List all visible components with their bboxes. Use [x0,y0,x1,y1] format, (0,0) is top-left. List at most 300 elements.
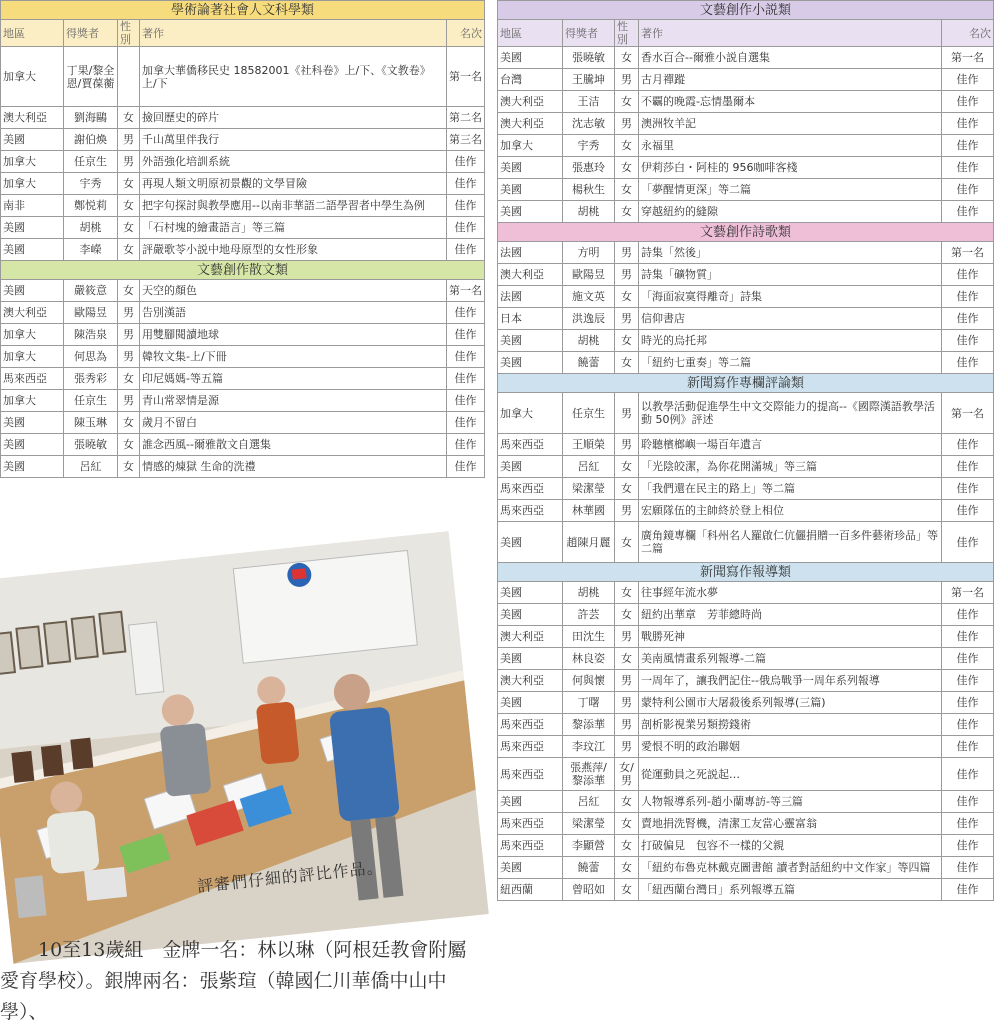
winner-cell: 趙陳月麗 [563,522,615,563]
gender-cell: 女 [615,813,639,835]
winner-cell: 任京生 [64,390,118,412]
table-row [498,179,994,201]
gender-cell: 男 [615,500,639,522]
table-row [498,286,994,308]
rank-cell: 佳作 [447,302,485,324]
table-row [498,135,994,157]
rank-cell: 佳作 [942,835,994,857]
region-cell: 美國 [498,857,563,879]
rank-cell: 佳作 [447,239,485,261]
work-cell: 愛恨不明的政治聯姻 [639,736,942,758]
category-header-row [498,223,994,242]
work-cell: 天空的顏色 [140,280,447,302]
winner-cell: 宇秀 [64,173,118,195]
gender-cell: 男 [615,736,639,758]
work-cell: 誰念西風--爾雅散文自選集 [140,434,447,456]
winner-cell: 張曉敏 [64,434,118,456]
work-cell: 美南風情畫系列報導-二篇 [639,648,942,670]
table-row [498,758,994,791]
rank-cell: 佳作 [942,692,994,714]
table-row [498,604,994,626]
winner-cell: 許芸 [563,604,615,626]
region-cell: 澳大利亞 [498,670,563,692]
gender-cell: 男 [615,308,639,330]
right-award-table [497,0,994,901]
gender-cell: 男 [118,390,140,412]
table-row [498,69,994,91]
region-cell: 加拿大 [1,346,64,368]
table-row [1,151,485,173]
column-header: 得獎者 [64,20,118,47]
region-cell: 美國 [498,330,563,352]
work-cell: 永福里 [639,135,942,157]
region-cell: 馬來西亞 [498,500,563,522]
winner-cell: 胡桃 [64,217,118,239]
winner-cell: 梁潔瑩 [563,813,615,835]
winner-cell: 宇秀 [563,135,615,157]
region-cell: 加拿大 [1,151,64,173]
column-header-row [498,20,994,47]
region-cell: 美國 [498,604,563,626]
winner-cell: 張燕萍/黎添華 [563,758,615,791]
table-row [498,264,994,286]
region-cell: 美國 [498,352,563,374]
table-row [498,648,994,670]
category-header-row [498,1,994,20]
gender-cell: 女 [615,135,639,157]
region-cell: 台灣 [498,69,563,91]
gender-cell: 女 [118,368,140,390]
gender-cell: 女 [615,179,639,201]
work-cell: 以教學活動促進學生中文交際能力的提高--《國際漢語教學活動 50例》評述 [639,393,942,434]
rank-cell: 佳作 [447,195,485,217]
rank-cell: 佳作 [942,736,994,758]
column-header: 著作 [140,20,447,47]
table-row [1,434,485,456]
table-row [498,308,994,330]
rank-cell: 佳作 [447,217,485,239]
table-row [498,113,994,135]
column-header: 地區 [1,20,64,47]
article-paragraph: 10至13歲組 金牌一名：林以琳（阿根廷教會附屬愛育學校）。銀牌兩名：張紫瑄（韓國仁川華僑中山中學）、 [0,939,467,1023]
gender-cell: 女 [615,835,639,857]
table-row [498,791,994,813]
winner-cell: 謝伯煥 [64,129,118,151]
rank-cell: 佳作 [942,201,994,223]
work-cell: 把字句探討與教學應用--以南非華語二語學習者中學生為例 [140,195,447,217]
rank-cell: 佳作 [942,179,994,201]
gender-cell: 男 [615,264,639,286]
gender-cell: 男 [118,346,140,368]
work-cell: 「紐約七重奏」等二篇 [639,352,942,374]
gender-cell [118,47,140,107]
work-cell: 時光的烏托邦 [639,330,942,352]
rank-cell: 第一名 [942,582,994,604]
rank-cell: 佳作 [942,157,994,179]
gender-cell: 女 [615,522,639,563]
work-cell: 歲月不留白 [140,412,447,434]
region-cell: 加拿大 [1,390,64,412]
winner-cell: 劉海鷗 [64,107,118,129]
region-cell: 美國 [1,280,64,302]
category-title: 新聞寫作報導類 [498,563,994,582]
table-row [498,456,994,478]
region-cell: 美國 [498,157,563,179]
table-row [1,239,485,261]
table-row [498,47,994,69]
rank-cell: 第一名 [447,280,485,302]
table-row [498,879,994,901]
table-row [498,670,994,692]
winner-cell: 王騰坤 [563,69,615,91]
table-row [1,129,485,151]
table-row [1,346,485,368]
rank-cell: 佳作 [942,500,994,522]
region-cell: 紐西蘭 [498,879,563,901]
winner-cell: 丁果/黎全恩/賈葆蘅 [64,47,118,107]
gender-cell: 女 [118,456,140,478]
winner-cell: 胡桃 [563,582,615,604]
region-cell: 馬來西亞 [498,478,563,500]
gender-cell: 女 [615,582,639,604]
rank-cell: 第一名 [942,242,994,264]
table-row [1,302,485,324]
region-cell: 美國 [498,201,563,223]
region-cell: 美國 [498,522,563,563]
work-cell: 打破偏見 包容不一樣的父親 [639,835,942,857]
winner-cell: 饒蕾 [563,352,615,374]
gender-cell: 女 [118,280,140,302]
table-row [498,434,994,456]
region-cell: 澳大利亞 [498,626,563,648]
work-cell: 用雙腳閱讀地球 [140,324,447,346]
region-cell: 馬來西亞 [498,736,563,758]
table-row [498,242,994,264]
work-cell: 「海面寂寞得離奇」詩集 [639,286,942,308]
work-cell: 信仰書店 [639,308,942,330]
work-cell: 評嚴歌苓小説中地母原型的女性形象 [140,239,447,261]
rank-cell: 佳作 [942,714,994,736]
gender-cell: 男 [615,692,639,714]
region-cell: 美國 [498,692,563,714]
work-cell: 撿回歷史的碎片 [140,107,447,129]
winner-cell: 王洁 [563,91,615,113]
table-row [498,626,994,648]
category-title: 文藝創作詩歌類 [498,223,994,242]
rank-cell: 佳作 [942,604,994,626]
work-cell: 「紐西蘭台灣日」系列報導五篇 [639,879,942,901]
category-header-row [1,261,485,280]
region-cell: 南非 [1,195,64,217]
gender-cell: 女 [615,604,639,626]
region-cell: 美國 [1,456,64,478]
judges-photo [0,531,489,964]
table-row [1,107,485,129]
table-row [498,91,994,113]
rank-cell: 佳作 [942,264,994,286]
rank-cell: 佳作 [942,308,994,330]
region-cell: 馬來西亞 [498,813,563,835]
table-row [498,478,994,500]
rank-cell: 佳作 [447,173,485,195]
region-cell: 美國 [498,648,563,670]
gender-cell: 男 [615,670,639,692]
work-cell: 印尼媽媽-等五篇 [140,368,447,390]
winner-cell: 丁曙 [563,692,615,714]
column-header: 著作 [639,20,942,47]
gender-cell: 女 [615,456,639,478]
table-row [498,835,994,857]
winner-cell: 田沈生 [563,626,615,648]
winner-cell: 呂紅 [563,456,615,478]
gender-cell: 男 [118,302,140,324]
rank-cell: 佳作 [942,286,994,308]
rank-cell: 佳作 [942,670,994,692]
gender-cell: 女 [615,857,639,879]
gender-cell: 女 [118,434,140,456]
winner-cell: 梁潔瑩 [563,478,615,500]
gender-cell: 男 [615,242,639,264]
category-header-row [498,563,994,582]
winner-cell: 何與懷 [563,670,615,692]
gender-cell: 男 [118,151,140,173]
work-cell: 一周年了，讓我們記住--俄烏戰爭一周年系列報導 [639,670,942,692]
region-cell: 美國 [1,239,64,261]
work-cell: 加拿大華僑移民史 18582001《社科卷》上/下、《文教卷》上/下 [140,47,447,107]
gender-cell: 男 [615,113,639,135]
category-title: 文藝創作散文類 [1,261,485,280]
gender-cell: 女 [615,201,639,223]
winner-cell: 張秀彩 [64,368,118,390]
work-cell: 不覊的晚霞-忘情墨爾本 [639,91,942,113]
winner-cell: 何思為 [64,346,118,368]
rank-cell: 佳作 [942,135,994,157]
table-row [498,330,994,352]
winner-cell: 呂紅 [64,456,118,478]
region-cell: 美國 [1,129,64,151]
table-row [498,157,994,179]
column-header: 地區 [498,20,563,47]
gender-cell: 男 [118,324,140,346]
region-cell: 澳大利亞 [498,113,563,135]
category-header-row [498,374,994,393]
winner-cell: 李顯營 [563,835,615,857]
category-title: 學術論著社會人文科學類 [1,1,485,20]
winner-cell: 任京生 [64,151,118,173]
work-cell: 廣角鏡專欄「科州名人羅啟仁伉儷捐贈一百多件藝術珍品」等二篇 [639,522,942,563]
work-cell: 外語強化培訓系統 [140,151,447,173]
table-row [1,368,485,390]
gender-cell: 女 [615,157,639,179]
region-cell: 馬來西亞 [498,835,563,857]
rank-cell: 佳作 [447,324,485,346]
gender-cell: 女 [615,47,639,69]
winner-cell: 林良姿 [563,648,615,670]
work-cell: 千山萬里伴我行 [140,129,447,151]
winner-cell: 王順榮 [563,434,615,456]
table-row [1,412,485,434]
rank-cell: 佳作 [942,91,994,113]
table-row [498,714,994,736]
region-cell: 澳大利亞 [498,91,563,113]
region-cell: 馬來西亞 [1,368,64,390]
rank-cell: 佳作 [942,330,994,352]
rank-cell: 佳作 [942,879,994,901]
region-cell: 美國 [498,456,563,478]
column-header-row [1,20,485,47]
column-header: 名次 [942,20,994,47]
winner-cell: 李玟江 [563,736,615,758]
table-row [498,500,994,522]
work-cell: 往事經年流水夢 [639,582,942,604]
gender-cell: 男 [615,714,639,736]
table-row [498,692,994,714]
table-row [498,393,994,434]
rank-cell: 第一名 [942,47,994,69]
table-row [498,736,994,758]
rank-cell: 佳作 [447,456,485,478]
rank-cell: 佳作 [942,69,994,91]
table-row [498,352,994,374]
gender-cell: 女 [615,478,639,500]
winner-cell: 林華國 [563,500,615,522]
table-row [498,813,994,835]
table-row [1,47,485,107]
work-cell: 戰勝死神 [639,626,942,648]
winner-cell: 楊秋生 [563,179,615,201]
left-award-table [0,0,485,478]
winner-cell: 嚴筱意 [64,280,118,302]
region-cell: 加拿大 [1,324,64,346]
winner-cell: 歐陽昱 [563,264,615,286]
region-cell: 美國 [1,434,64,456]
work-cell: 「夢醒情更深」等二篇 [639,179,942,201]
work-cell: 詩集「然後」 [639,242,942,264]
gender-cell: 女 [615,879,639,901]
rank-cell: 佳作 [447,368,485,390]
table-row [1,456,485,478]
winner-cell: 李嶸 [64,239,118,261]
winner-cell: 沈志敏 [563,113,615,135]
table-row [498,857,994,879]
region-cell: 馬來西亞 [498,714,563,736]
work-cell: 蒙特利公園市大屠殺後系列報導(三篇) [639,692,942,714]
category-title: 新聞寫作專欄評論類 [498,374,994,393]
winner-cell: 胡桃 [563,330,615,352]
work-cell: 「紐約布魯克林戴克圖書館 讀者對話紐約中文作家」等四篇 [639,857,942,879]
work-cell: 紐約出華章 芳菲總時尚 [639,604,942,626]
region-cell: 澳大利亞 [498,264,563,286]
column-header: 得獎者 [563,20,615,47]
winner-cell: 呂紅 [563,791,615,813]
category-header-row [1,1,485,20]
work-cell: 「石村塊的繪畫語言」等三篇 [140,217,447,239]
work-cell: 伊莉莎白・阿桂的 956咖啡客棧 [639,157,942,179]
region-cell: 美國 [498,791,563,813]
table-row [498,582,994,604]
work-cell: 香水百合--爾雅小説自選集 [639,47,942,69]
category-title: 文藝創作小説類 [498,1,994,20]
region-cell: 美國 [498,582,563,604]
rank-cell: 第一名 [942,393,994,434]
region-cell: 加拿大 [1,173,64,195]
gender-cell: 女 [118,107,140,129]
winner-cell: 黎添華 [563,714,615,736]
winner-cell: 施文英 [563,286,615,308]
gender-cell: 女 [615,330,639,352]
gender-cell: 男 [615,434,639,456]
winner-cell: 陳浩泉 [64,324,118,346]
rank-cell: 佳作 [942,857,994,879]
rank-cell: 佳作 [447,151,485,173]
rank-cell: 佳作 [447,346,485,368]
gender-cell: 男 [615,626,639,648]
table-row [1,390,485,412]
work-cell: 賣地捐洗腎機，清潔工友當心靈富翁 [639,813,942,835]
winner-cell: 張曉敏 [563,47,615,69]
work-cell: 韓牧文集-上/下冊 [140,346,447,368]
table-row [498,522,994,563]
gender-cell: 女 [615,286,639,308]
rank-cell: 第一名 [447,47,485,107]
winner-cell: 陳玉琳 [64,412,118,434]
region-cell: 加拿大 [498,135,563,157]
gender-cell: 女 [118,217,140,239]
gender-cell: 女 [615,791,639,813]
gender-cell: 男 [615,69,639,91]
work-cell: 澳洲牧羊記 [639,113,942,135]
gender-cell: 女/男 [615,758,639,791]
region-cell: 法國 [498,242,563,264]
column-header: 性別 [118,20,140,47]
region-cell: 馬來西亞 [498,758,563,791]
rank-cell: 佳作 [447,412,485,434]
work-cell: 告別漢語 [140,302,447,324]
gender-cell: 女 [118,195,140,217]
region-cell: 美國 [498,179,563,201]
work-cell: 宏願隊伍的主帥終於登上相位 [639,500,942,522]
work-cell: 情感的煉獄 生命的洗禮 [140,456,447,478]
gender-cell: 女 [615,648,639,670]
work-cell: 從運動員之死説起… [639,758,942,791]
work-cell: 青山常翠情是源 [140,390,447,412]
winner-cell: 方明 [563,242,615,264]
rank-cell: 佳作 [942,456,994,478]
column-header: 名次 [447,20,485,47]
rank-cell: 佳作 [942,352,994,374]
work-cell: 詩集「礦物質」 [639,264,942,286]
work-cell: 剖析影視業另類撈錢術 [639,714,942,736]
work-cell: 穿越紐約的縫隙 [639,201,942,223]
work-cell: 人物報導系列-趙小蘭專訪-等三篇 [639,791,942,813]
region-cell: 美國 [498,47,563,69]
region-cell: 加拿大 [498,393,563,434]
winner-cell: 曾昭如 [563,879,615,901]
work-cell: 聆聽檳榔嶼一場百年遺言 [639,434,942,456]
gender-cell: 女 [615,91,639,113]
rank-cell: 佳作 [942,434,994,456]
work-cell: 「我們還在民主的路上」等二篇 [639,478,942,500]
photo-caption: 評審們仔細的評比作品。 [196,857,385,896]
gender-cell: 女 [615,352,639,374]
work-cell: 古月禪蹤 [639,69,942,91]
winner-cell: 洪逸辰 [563,308,615,330]
table-row [1,195,485,217]
winner-cell: 胡桃 [563,201,615,223]
work-cell: 再現人類文明原初景觀的文學冒險 [140,173,447,195]
rank-cell: 佳作 [942,791,994,813]
rank-cell: 佳作 [942,758,994,791]
